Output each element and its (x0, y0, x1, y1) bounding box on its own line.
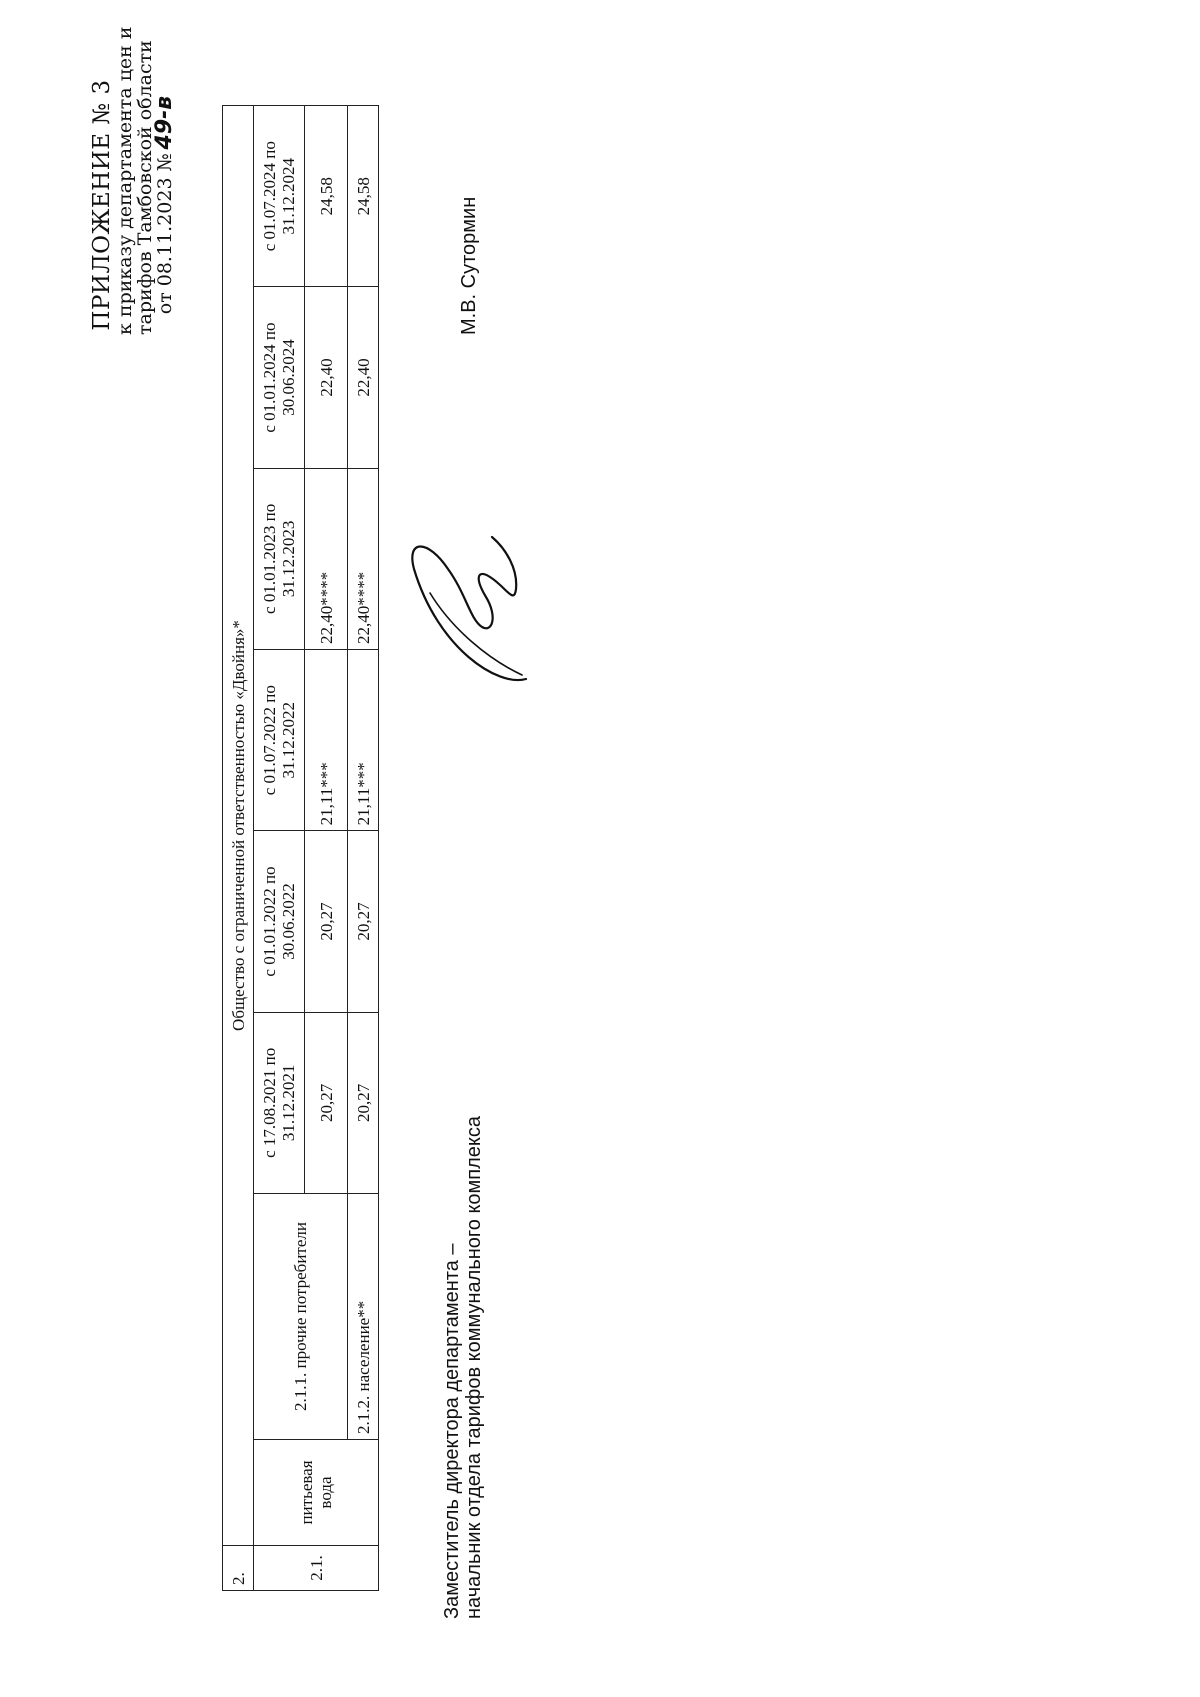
order-number: 49-в (152, 95, 177, 150)
organization-name: Общество с ограниченной ответственностью «Двойня»* (223, 106, 254, 1546)
group-label: 2.1.1. прочие потребители (254, 1194, 348, 1440)
signatory-position (441, 1116, 485, 1619)
appendix-date: от 08.11.2023 № (154, 153, 176, 315)
table-row (223, 106, 254, 1591)
handwritten-signature (408, 531, 534, 689)
period-header: с 01.01.2024 по 30.06.2024 (254, 287, 305, 468)
signatory-name: М.В. Сутормин (458, 196, 480, 335)
tariff-value: 24,58 (305, 106, 348, 287)
position-line-1: Заместитель директора департамента – (441, 1243, 463, 1619)
appendix-line-2: тарифов Тамбовской области (134, 40, 156, 335)
position-line-2: начальник отдела тарифов коммунального комплекса (463, 1115, 485, 1619)
period-header: с 01.01.2023 по 31.12.2023 (254, 468, 305, 649)
group-label: 2.1.2. население** (348, 1194, 379, 1440)
product-name: питьевая вода (254, 1440, 379, 1546)
period-header: с 17.08.2021 по 31.12.2021 (254, 1012, 305, 1193)
table-row (254, 106, 305, 1591)
appendix-title: ПРИЛОЖЕНИЕ № 3 (89, 79, 115, 331)
section-number: 2. (223, 1546, 254, 1591)
table-row (348, 106, 379, 1591)
tariff-value: 20,27 (348, 1012, 379, 1193)
tariff-value: 22,40 (305, 287, 348, 468)
tariff-value: 21,11*** (305, 650, 348, 831)
tariff-value: 21,11*** (348, 650, 379, 831)
period-header: с 01.01.2022 по 30.06.2022 (254, 831, 305, 1012)
appendix-block (89, 26, 177, 335)
item-number: 2.1. (254, 1546, 379, 1591)
tariff-value: 22,40 (348, 287, 379, 468)
period-header: с 01.07.2024 по 31.12.2024 (254, 106, 305, 287)
tariff-value: 20,27 (305, 1012, 348, 1193)
tariff-value: 20,27 (348, 831, 379, 1012)
tariff-value: 20,27 (305, 831, 348, 1012)
appendix-line-3 (152, 75, 177, 335)
tariff-value: 22,40**** (348, 468, 379, 649)
tariff-value: 24,58 (348, 106, 379, 287)
appendix-line-1: к приказу департамента цен и (114, 26, 136, 335)
tariff-value: 22,40**** (305, 468, 348, 649)
period-header: с 01.07.2022 по 31.12.2022 (254, 650, 305, 831)
tariff-table (222, 105, 379, 1591)
